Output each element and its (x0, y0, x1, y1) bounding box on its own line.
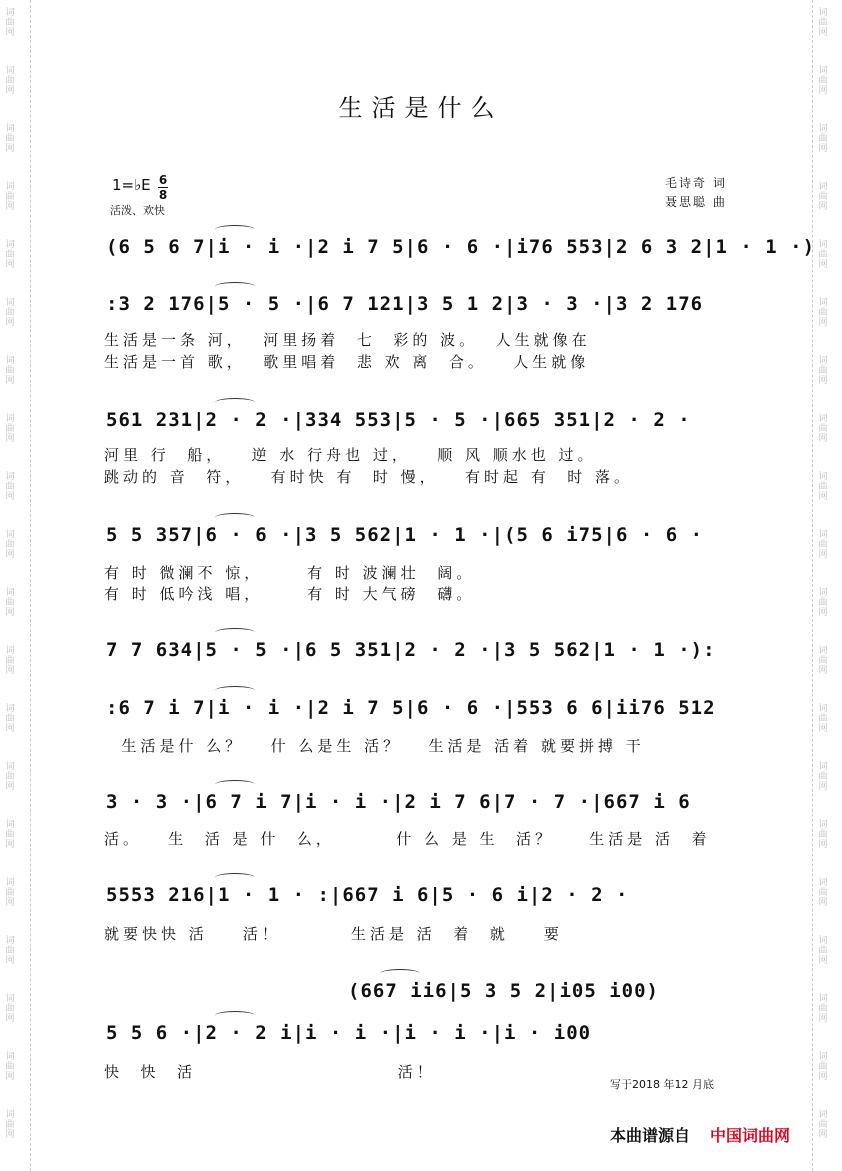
watermark-text: 词 曲 网 (5, 240, 15, 270)
watermark-text: 词 曲 网 (818, 762, 828, 792)
watermark-text: 词 曲 网 (818, 66, 828, 96)
watermark-text: 词 曲 网 (818, 240, 828, 270)
left-margin-watermark (0, 0, 31, 1171)
composition-date: 写于2018 年12 月底 (610, 1078, 714, 1091)
source-credit (610, 1123, 790, 1146)
tie-slur (215, 780, 255, 789)
watermark-text: 词 曲 网 (818, 472, 828, 502)
watermark-text: 词 曲 网 (818, 994, 828, 1024)
tie-slur (215, 873, 255, 882)
watermark-text: 词 曲 网 (818, 414, 828, 444)
tie-slur (215, 513, 255, 522)
watermark-text: 词 曲 网 (818, 878, 828, 908)
watermark-text: 词 曲 网 (5, 182, 15, 212)
notation-row: 5553 216|1 · 1 · :|667 i 6|5 · 6 i|2 · 2 · (106, 884, 629, 906)
lyric-line: 生活是一首 歌， 歌里唱着 悲 欢 离 合。 人生就像 (104, 353, 590, 371)
time-signature: 6 8 (158, 173, 168, 202)
watermark-text: 词 曲 网 (5, 704, 15, 734)
tie-slur (215, 1011, 255, 1020)
watermark-text: 词 曲 网 (818, 588, 828, 618)
lyric-line: 有 时 微澜不 惊， 有 时 波澜壮 阔。 (104, 564, 476, 582)
watermark-text: 词 曲 网 (5, 878, 15, 908)
notation-row: 5 5 357|6 · 6 ·|3 5 562|1 · 1 ·|(5 6 i75|6 · 6 · (106, 524, 704, 546)
watermark-text: 词 曲 网 (5, 588, 15, 618)
watermark-text: 词 曲 网 (818, 8, 828, 38)
right-margin-watermark (812, 0, 842, 1171)
lyricist-credit: 毛诗奇 词 (665, 176, 727, 190)
watermark-text: 词 曲 网 (818, 1110, 828, 1140)
site-name: 中国词曲网 (710, 1126, 791, 1145)
watermark-text: 词 曲 网 (5, 298, 15, 328)
lyric-line: 活。 生 活 是 什 么， 什 么 是 生 活？ 生活是 活 着 (104, 830, 711, 848)
notation-row: (6 5 6 7|i · i ·|2 i 7 5|6 · 6 ·|i76 553|2 6 3 2|1 · 1 ·) (106, 236, 816, 258)
key-signature: 1=♭E (112, 176, 151, 194)
tie-slur (380, 969, 420, 978)
watermark-text: 词 曲 网 (5, 356, 15, 386)
lyric-line: 有 时 低吟浅 唱， 有 时 大气磅 礴。 (104, 585, 476, 603)
lyric-line: 河里 行 船， 逆 水 行舟也 过， 顺 风 顺水也 过。 (104, 446, 597, 464)
watermark-text: 词 曲 网 (5, 1052, 15, 1082)
lyric-line: 生活是一条 河， 河里扬着 七 彩的 波。 人生就像在 (104, 331, 591, 349)
watermark-text: 词 曲 网 (818, 530, 828, 560)
watermark-text: 词 曲 网 (818, 820, 828, 850)
watermark-text: 词 曲 网 (818, 182, 828, 212)
notation-row: 3 · 3 ·|6 7 i 7|i · i ·|2 i 7 6|7 · 7 ·|667 i 6 (106, 791, 691, 813)
lyric-line: 快 快 活 活！ (104, 1063, 436, 1081)
notation-row: :3 2 176|5 · 5 ·|6 7 121|3 5 1 2|3 · 3 ·|3 2 176 (106, 293, 704, 315)
watermark-text: 词 曲 网 (5, 646, 15, 676)
watermark-text: 词 曲 网 (5, 66, 15, 96)
watermark-text: 词 曲 网 (818, 646, 828, 676)
composer-credit: 聂思聪 曲 (665, 195, 727, 209)
notation-row: 561 231|2 · 2 ·|334 553|5 · 5 ·|665 351|2 · 2 · (106, 409, 691, 431)
lyric-line: 就要快快 活 活！ 生活是 活 着 就 要 (104, 925, 563, 943)
watermark-text: 词 曲 网 (818, 704, 828, 734)
notation-row: (667 ii6|5 3 5 2|i05 i00) (348, 980, 659, 1002)
watermark-text: 词 曲 网 (5, 820, 15, 850)
watermark-text: 词 曲 网 (818, 936, 828, 966)
tie-slur (215, 282, 255, 291)
notation-row: 5 5 6 ·|2 · 2 i|i · i ·|i · i ·|i · i00 (106, 1022, 592, 1044)
tempo-marking: 活泼、欢快 (110, 204, 165, 217)
lyric-line: 生活是什 么？ 什 么是生 活？ 生活是 活着 就要拼搏 干 (104, 737, 645, 755)
watermark-text: 词 曲 网 (5, 994, 15, 1024)
watermark-text: 词 曲 网 (5, 1110, 15, 1140)
watermark-text: 词 曲 网 (818, 298, 828, 328)
watermark-text: 词 曲 网 (5, 414, 15, 444)
tie-slur (215, 225, 255, 234)
source-label: 本曲谱源自 (610, 1126, 691, 1145)
notation-row: :6 7 i 7|i · i ·|2 i 7 5|6 · 6 ·|553 6 6|ii76 512 (106, 697, 716, 719)
watermark-text: 词 曲 网 (5, 472, 15, 502)
watermark-text: 词 曲 网 (818, 1052, 828, 1082)
tie-slur (215, 398, 255, 407)
watermark-text: 词 曲 网 (818, 356, 828, 386)
watermark-text: 词 曲 网 (5, 8, 15, 38)
watermark-text: 词 曲 网 (5, 530, 15, 560)
watermark-text: 词 曲 网 (5, 124, 15, 154)
watermark-text: 词 曲 网 (5, 762, 15, 792)
notation-row: 7 7 634|5 · 5 ·|6 5 351|2 · 2 ·|3 5 562|1 · 1 ·): (106, 639, 716, 661)
watermark-text: 词 曲 网 (818, 124, 828, 154)
tie-slur (215, 628, 255, 637)
lyric-line: 跳动的 音 符， 有时快 有 时 慢， 有时起 有 时 落。 (104, 468, 634, 486)
watermark-text: 词 曲 网 (5, 936, 15, 966)
song-title: 生活是什么 (338, 94, 504, 122)
tie-slur (215, 686, 255, 695)
